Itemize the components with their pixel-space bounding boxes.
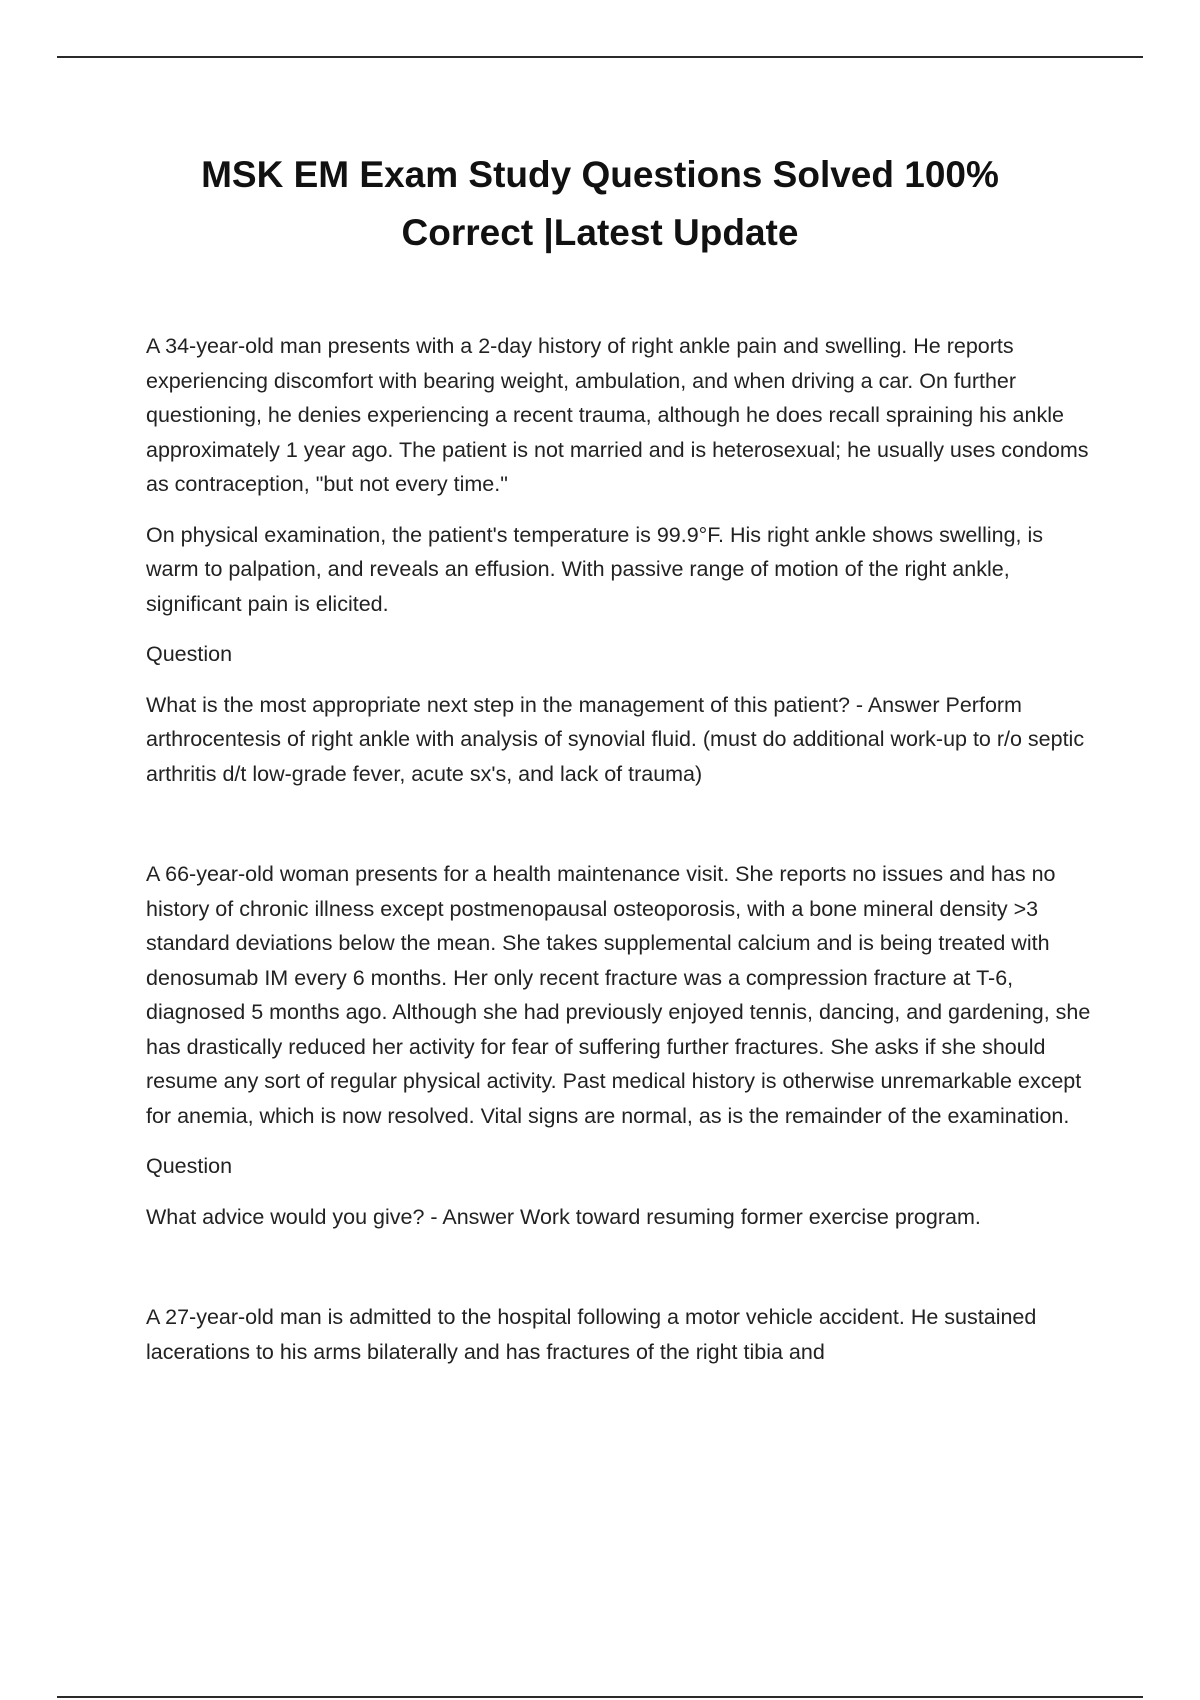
case-paragraph: A 34-year-old man presents with a 2-day history of right ankle pain and swelling. He reports experiencing discomfort with bearing weight, ambulation, and when driving a car. On further questioning, he denies experiencing a recent trauma, although he does recall spraining his ankle approximately 1 year ago. The patient is not married and is heterosexual; he usually uses condoms as contraception, "but not every time.": [146, 334, 1089, 496]
case-paragraph: On physical examination, the patient's temperature is 99.9°F. His right ankle shows swelling, is warm to palpation, and reveals an effusion. With passive range of motion of the right ankle, significant pain is elicited.: [146, 522, 1044, 616]
question-item-2: [146, 857, 1091, 1234]
footer-rule: [57, 1696, 1143, 1698]
question-item-3: [146, 1300, 1091, 1369]
header-rule: [57, 56, 1143, 58]
case-paragraph: A 66-year-old woman presents for a health maintenance visit. She reports no issues and has no history of chronic illness except postmenopausal osteoporosis, with a bone mineral density >3 standard deviations below the mean. She takes supplemental calcium and is being treated with denosumab IM every 6 months. Her only recent fracture was a compression fracture at T-6, diagnosed 5 months ago. Although she had previously enjoyed tennis, dancing, and gardening, she has drastically reduced her activity for fear of suffering further fractures. She asks if she should resume any sort of regular physical activity. Past medical history is otherwise unremarkable except for anemia, which is now resolved. Vital signs are normal, as is the remainder of the examination.: [146, 862, 1091, 1128]
question-answer: What advice would you give? - Answer Work toward resuming former exercise program.: [146, 1204, 981, 1229]
title-line-1: MSK EM Exam Study Questions Solved 100%: [201, 154, 999, 195]
question-answer: What is the most appropriate next step in the management of this patient? - Answer Perform arthrocentesis of right ankle with analysis of synovial fluid. (must do additional work-up to r/o septic arthritis d/t low-grade fever, acute sx's, and lack of trauma): [146, 692, 1085, 786]
document-body: [146, 329, 1091, 1385]
item-spacer: [146, 1250, 1091, 1300]
document-title: [100, 146, 1100, 262]
question-item-1: [146, 329, 1091, 791]
question-label: Question: [146, 642, 233, 666]
item-spacer: [146, 807, 1091, 857]
question-label: Question: [146, 1154, 233, 1178]
case-paragraph: A 27-year-old man is admitted to the hospital following a motor vehicle accident. He sustained lacerations to his arms bilaterally and has fractures of the right tibia and: [146, 1305, 1037, 1364]
title-line-2: Correct |Latest Update: [401, 212, 799, 253]
